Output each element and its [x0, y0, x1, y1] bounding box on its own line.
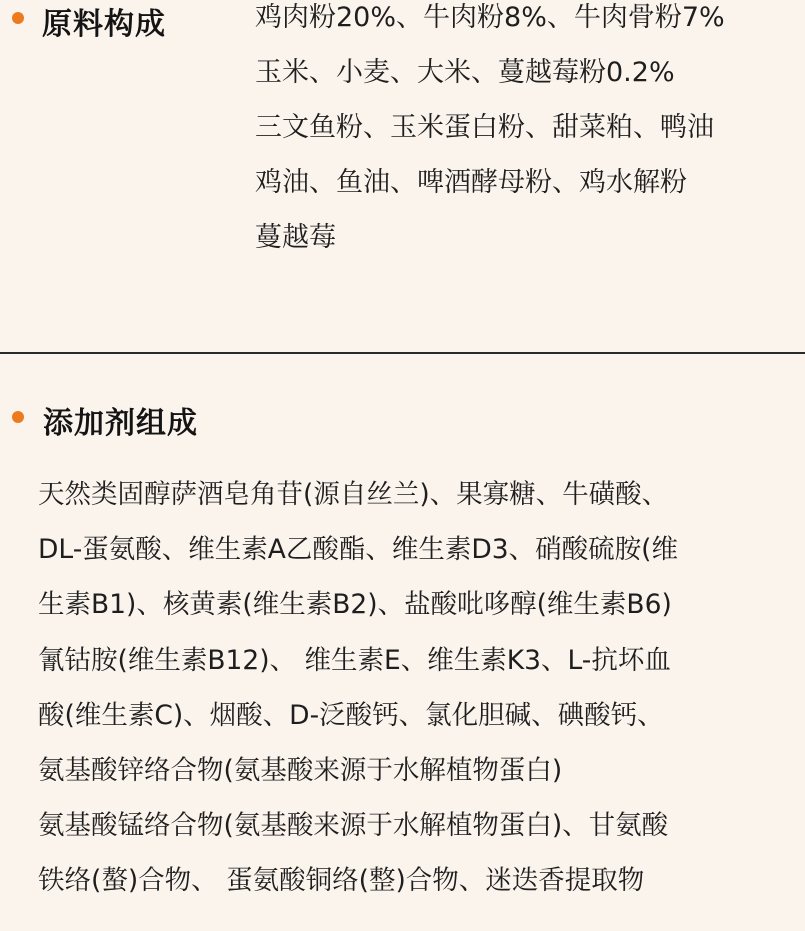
additives-heading: 添加剂组成 [43, 406, 198, 441]
raw-materials-section [0, 0, 805, 352]
additives-line: 生素B1)、核黄素(维生素B2)、盐酸吡哆醇(维生素B6) [38, 589, 672, 621]
orange-bullet-icon [12, 411, 24, 423]
additives-line: 氰钴胺(维生素B12)、 维生素E、维生素K3、L-抗坏血 [38, 644, 671, 676]
raw-materials-line: 玉米、小麦、大米、蔓越莓粉0.2% [255, 57, 675, 88]
additives-line: 铁络(螯)合物、 蛋氨酸铜络(整)合物、迷迭香提取物 [38, 865, 645, 897]
raw-materials-line: 三文鱼粉、玉米蛋白粉、甜菜粕、鸭油 [255, 112, 714, 143]
additives-list [38, 475, 678, 917]
raw-materials-line: 鸡肉粉20%、牛肉粉8%、牛肉骨粉7% [255, 2, 725, 33]
additives-line: DL-蛋氨酸、维生素A乙酸酯、维生素D3、硝酸硫胺(维 [38, 534, 678, 566]
raw-materials-line: 蔓越莓 [255, 222, 336, 253]
additives-line: 天然类固醇萨酒皂角苷(源自丝兰)、果寡糖、牛磺酸、 [38, 479, 669, 510]
additives-line: 酸(维生素C)、烟酸、D-泛酸钙、氯化胆碱、碘酸钙、 [38, 699, 664, 731]
additives-section [0, 354, 805, 931]
additives-line: 氨基酸锌络合物(氨基酸来源于水解植物蛋白) [38, 754, 563, 786]
orange-bullet-icon [12, 12, 24, 24]
raw-materials-line: 鸡油、鱼油、啤酒酵母粉、鸡水解粉 [255, 167, 687, 198]
raw-materials-list [255, 0, 725, 273]
additives-line: 氨基酸锰络合物(氨基酸来源于水解植物蛋白)、甘氨酸 [38, 810, 669, 842]
raw-materials-heading: 原料构成 [42, 7, 166, 42]
